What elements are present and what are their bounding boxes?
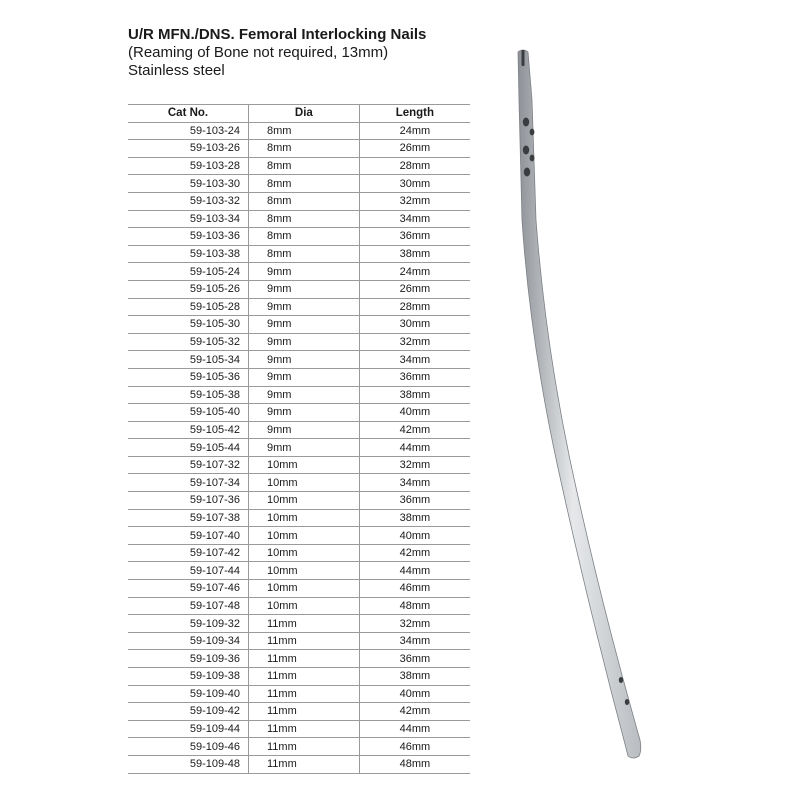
proximal-hole-3 <box>523 146 529 155</box>
cell-cat-no: 59-105-32 <box>128 333 249 351</box>
header-row <box>128 105 470 123</box>
cell-cat-no: 59-103-24 <box>128 122 249 140</box>
table-row <box>128 263 470 281</box>
cell-dia: 8mm <box>249 175 360 193</box>
cell-cat-no: 59-105-24 <box>128 263 249 281</box>
cell-length: 24mm <box>359 122 470 140</box>
table-row <box>128 703 470 721</box>
table-row <box>128 316 470 334</box>
table-row <box>128 544 470 562</box>
table-row <box>128 632 470 650</box>
cell-dia: 9mm <box>249 333 360 351</box>
distal-hole-1 <box>619 677 623 683</box>
table-row <box>128 492 470 510</box>
cell-cat-no: 59-109-46 <box>128 738 249 756</box>
cell-dia: 9mm <box>249 280 360 298</box>
femoral-nail-icon <box>490 40 690 785</box>
table-row <box>128 333 470 351</box>
table-row <box>128 650 470 668</box>
cell-dia: 10mm <box>249 456 360 474</box>
cell-length: 42mm <box>359 544 470 562</box>
cell-length: 24mm <box>359 263 470 281</box>
cell-dia: 9mm <box>249 404 360 422</box>
cell-dia: 9mm <box>249 316 360 334</box>
cell-cat-no: 59-109-34 <box>128 632 249 650</box>
cell-cat-no: 59-103-36 <box>128 228 249 246</box>
cell-length: 38mm <box>359 386 470 404</box>
cell-cat-no: 59-105-36 <box>128 368 249 386</box>
cell-dia: 10mm <box>249 562 360 580</box>
cell-cat-no: 59-103-32 <box>128 192 249 210</box>
spec-table-header <box>128 105 470 123</box>
cell-length: 30mm <box>359 175 470 193</box>
table-row <box>128 157 470 175</box>
table-row <box>128 738 470 756</box>
table-row <box>128 228 470 246</box>
proximal-hole-1 <box>523 118 529 127</box>
cell-dia: 10mm <box>249 597 360 615</box>
cell-length: 40mm <box>359 404 470 422</box>
cell-dia: 9mm <box>249 351 360 369</box>
cell-cat-no: 59-103-34 <box>128 210 249 228</box>
table-row <box>128 386 470 404</box>
cell-length: 32mm <box>359 333 470 351</box>
page-title: U/R MFN./DNS. Femoral Interlocking Nails <box>128 26 427 43</box>
cell-dia: 8mm <box>249 228 360 246</box>
table-row <box>128 720 470 738</box>
cell-cat-no: 59-103-26 <box>128 140 249 158</box>
cell-length: 26mm <box>359 280 470 298</box>
table-row <box>128 122 470 140</box>
cell-cat-no: 59-105-34 <box>128 351 249 369</box>
table-row <box>128 351 470 369</box>
cell-length: 44mm <box>359 439 470 457</box>
cell-length: 28mm <box>359 298 470 316</box>
cell-cat-no: 59-107-40 <box>128 527 249 545</box>
cell-dia: 8mm <box>249 192 360 210</box>
cell-cat-no: 59-103-30 <box>128 175 249 193</box>
table-row <box>128 668 470 686</box>
cell-dia: 9mm <box>249 298 360 316</box>
cell-cat-no: 59-105-38 <box>128 386 249 404</box>
table-row <box>128 210 470 228</box>
cell-dia: 9mm <box>249 386 360 404</box>
nail-shaft <box>518 50 641 758</box>
cell-cat-no: 59-109-42 <box>128 703 249 721</box>
cell-dia: 11mm <box>249 668 360 686</box>
cell-dia: 11mm <box>249 738 360 756</box>
cell-cat-no: 59-105-28 <box>128 298 249 316</box>
cell-dia: 10mm <box>249 544 360 562</box>
table-row <box>128 421 470 439</box>
cell-dia: 9mm <box>249 263 360 281</box>
table-row <box>128 755 470 773</box>
cell-length: 32mm <box>359 615 470 633</box>
table-row <box>128 404 470 422</box>
table-row <box>128 192 470 210</box>
cell-cat-no: 59-103-38 <box>128 245 249 263</box>
column-header-cat-no: Cat No. <box>128 105 249 123</box>
cell-length: 44mm <box>359 720 470 738</box>
cell-length: 34mm <box>359 210 470 228</box>
cell-dia: 10mm <box>249 509 360 527</box>
table-row <box>128 245 470 263</box>
cell-dia: 10mm <box>249 527 360 545</box>
proximal-hole-2 <box>530 129 535 136</box>
cell-dia: 10mm <box>249 492 360 510</box>
cell-cat-no: 59-107-46 <box>128 580 249 598</box>
cell-cat-no: 59-107-48 <box>128 597 249 615</box>
cell-cat-no: 59-109-48 <box>128 755 249 773</box>
cell-length: 34mm <box>359 474 470 492</box>
table-row <box>128 562 470 580</box>
cell-length: 36mm <box>359 368 470 386</box>
cell-length: 30mm <box>359 316 470 334</box>
table-row <box>128 509 470 527</box>
cell-cat-no: 59-103-28 <box>128 157 249 175</box>
table-row <box>128 439 470 457</box>
table-row <box>128 580 470 598</box>
cell-length: 46mm <box>359 738 470 756</box>
cell-length: 38mm <box>359 668 470 686</box>
cell-dia: 10mm <box>249 580 360 598</box>
cell-cat-no: 59-109-36 <box>128 650 249 668</box>
distal-hole-2 <box>625 699 629 705</box>
table-row <box>128 280 470 298</box>
cell-dia: 11mm <box>249 703 360 721</box>
cell-cat-no: 59-105-40 <box>128 404 249 422</box>
page-header <box>128 26 508 80</box>
cell-length: 38mm <box>359 509 470 527</box>
cell-length: 38mm <box>359 245 470 263</box>
cell-length: 48mm <box>359 597 470 615</box>
cell-cat-no: 59-105-44 <box>128 439 249 457</box>
cell-cat-no: 59-109-40 <box>128 685 249 703</box>
cell-length: 36mm <box>359 492 470 510</box>
cell-dia: 11mm <box>249 615 360 633</box>
material-label: Stainless steel <box>128 62 225 79</box>
cell-dia: 9mm <box>249 439 360 457</box>
cell-cat-no: 59-105-30 <box>128 316 249 334</box>
cell-cat-no: 59-107-36 <box>128 492 249 510</box>
page-subtitle: (Reaming of Bone not required, 13mm) <box>128 44 389 61</box>
cell-length: 34mm <box>359 632 470 650</box>
femoral-nail-illustration <box>490 40 690 785</box>
cell-cat-no: 59-105-26 <box>128 280 249 298</box>
cell-dia: 9mm <box>249 368 360 386</box>
cell-dia: 11mm <box>249 685 360 703</box>
cell-cat-no: 59-109-44 <box>128 720 249 738</box>
table-row <box>128 527 470 545</box>
proximal-hole-4 <box>530 155 535 162</box>
cell-dia: 11mm <box>249 755 360 773</box>
cell-dia: 8mm <box>249 157 360 175</box>
cell-dia: 10mm <box>249 474 360 492</box>
cell-cat-no: 59-109-32 <box>128 615 249 633</box>
cell-length: 28mm <box>359 157 470 175</box>
spec-table-body <box>128 122 470 773</box>
spec-table <box>128 104 470 774</box>
cell-length: 32mm <box>359 192 470 210</box>
cell-length: 36mm <box>359 650 470 668</box>
cell-dia: 8mm <box>249 210 360 228</box>
cell-length: 26mm <box>359 140 470 158</box>
cell-length: 34mm <box>359 351 470 369</box>
cell-length: 42mm <box>359 421 470 439</box>
cell-cat-no: 59-107-34 <box>128 474 249 492</box>
table-row <box>128 140 470 158</box>
table-row <box>128 456 470 474</box>
table-row <box>128 685 470 703</box>
cell-dia: 8mm <box>249 245 360 263</box>
cell-length: 40mm <box>359 527 470 545</box>
cell-dia: 11mm <box>249 720 360 738</box>
table-row <box>128 474 470 492</box>
column-header-dia: Dia <box>249 105 360 123</box>
cell-dia: 11mm <box>249 632 360 650</box>
cell-length: 44mm <box>359 562 470 580</box>
cell-cat-no: 59-107-42 <box>128 544 249 562</box>
cell-dia: 9mm <box>249 421 360 439</box>
column-header-length: Length <box>359 105 470 123</box>
cell-cat-no: 59-107-38 <box>128 509 249 527</box>
cell-length: 46mm <box>359 580 470 598</box>
table-row <box>128 597 470 615</box>
cell-cat-no: 59-109-38 <box>128 668 249 686</box>
cell-length: 48mm <box>359 755 470 773</box>
cell-length: 40mm <box>359 685 470 703</box>
cell-length: 36mm <box>359 228 470 246</box>
cell-dia: 8mm <box>249 140 360 158</box>
cell-length: 32mm <box>359 456 470 474</box>
cell-dia: 8mm <box>249 122 360 140</box>
cell-cat-no: 59-107-32 <box>128 456 249 474</box>
cell-length: 42mm <box>359 703 470 721</box>
cell-cat-no: 59-107-44 <box>128 562 249 580</box>
table-row <box>128 298 470 316</box>
table-row <box>128 175 470 193</box>
proximal-hole-5 <box>524 168 530 177</box>
table-row <box>128 615 470 633</box>
cell-dia: 11mm <box>249 650 360 668</box>
cell-cat-no: 59-105-42 <box>128 421 249 439</box>
nail-top-slot <box>522 50 525 66</box>
table-row <box>128 368 470 386</box>
